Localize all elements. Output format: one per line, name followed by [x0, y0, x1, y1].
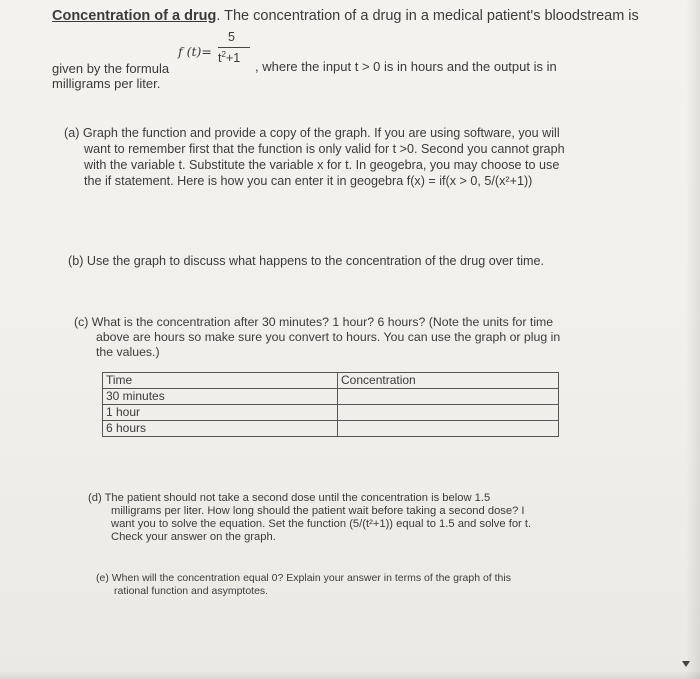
row-concentration: [338, 421, 559, 437]
part-e-line-2: rational function and asymptotes.: [114, 585, 269, 597]
header-time: Time: [103, 373, 338, 389]
page-bottom-edge: [0, 672, 700, 679]
formula-numerator: 5: [228, 30, 235, 44]
intro-text: . The concentration of a drug in a medical patient's bloodstream is: [216, 8, 639, 24]
part-c-line-3: the values.): [96, 345, 160, 359]
part-b: (b) Use the graph to discuss what happens to the concentration of the drug over time.: [68, 254, 545, 268]
formula-denominator: [218, 50, 240, 65]
row-time: 30 minutes: [103, 389, 338, 405]
concentration-table: [102, 372, 559, 437]
intro-right: , where the input t > 0 is in hours and the output is in: [255, 59, 557, 74]
part-d-line-3: want you to solve the equation. Set the function (5/(t²+1)) equal to 1.5 and solve for t.: [111, 518, 532, 530]
table-row: [103, 421, 559, 437]
part-c-line-1: (c) What is the concentration after 30 minutes? 1 hour? 6 hours? (Note the units for time: [74, 315, 554, 329]
row-time: 1 hour: [103, 405, 338, 421]
part-a-line-1: (a) Graph the function and provide a copy of the graph. If you are using software, you will: [64, 126, 560, 140]
part-d-line-4: Check your answer on the graph.: [111, 531, 276, 543]
den-base: t: [218, 51, 222, 66]
part-e-line-1: (e) When will the concentration equal 0? Explain your answer in terms of the graph of this: [96, 572, 511, 584]
part-a-line-4: the if statement. Here is how you can enter it in geogebra f(x) = if(x > 0, 5/(x²+1)): [84, 174, 533, 188]
row-concentration: [338, 389, 559, 405]
row-concentration: [338, 405, 559, 421]
section-title: Concentration of a drug: [52, 8, 217, 24]
formula-lhs: f (t)=: [178, 44, 212, 59]
page-edge-shadow: [686, 0, 700, 679]
part-d-line-1: (d) The patient should not take a second dose until the concentration is below 1.5: [88, 492, 491, 504]
table-row: [103, 405, 559, 421]
part-a-line-3: with the variable t. Substitute the variable x for t. In geogebra, you may choose to use: [84, 158, 560, 172]
part-d-line-2: milligrams per liter. How long should the patient wait before taking a second dose? I: [111, 505, 525, 517]
den-exponent: 2: [221, 50, 226, 59]
intro-title-line: [52, 8, 639, 24]
header-concentration: Concentration: [338, 373, 559, 389]
intro-left: given by the formula: [52, 61, 170, 76]
row-time: 6 hours: [103, 421, 338, 437]
fraction-bar: [218, 47, 250, 48]
intro-line2: milligrams per liter.: [52, 76, 161, 91]
table-header-row: [103, 373, 559, 389]
part-a-line-2: want to remember first that the function is only valid for t >0. Second you cannot graph: [84, 142, 565, 156]
den-tail: +1: [225, 51, 241, 66]
scroll-down-arrow-icon[interactable]: [682, 661, 690, 667]
table-row: [103, 389, 559, 405]
part-c-line-2: above are hours so make sure you convert to hours. You can use the graph or plug in: [96, 330, 561, 344]
